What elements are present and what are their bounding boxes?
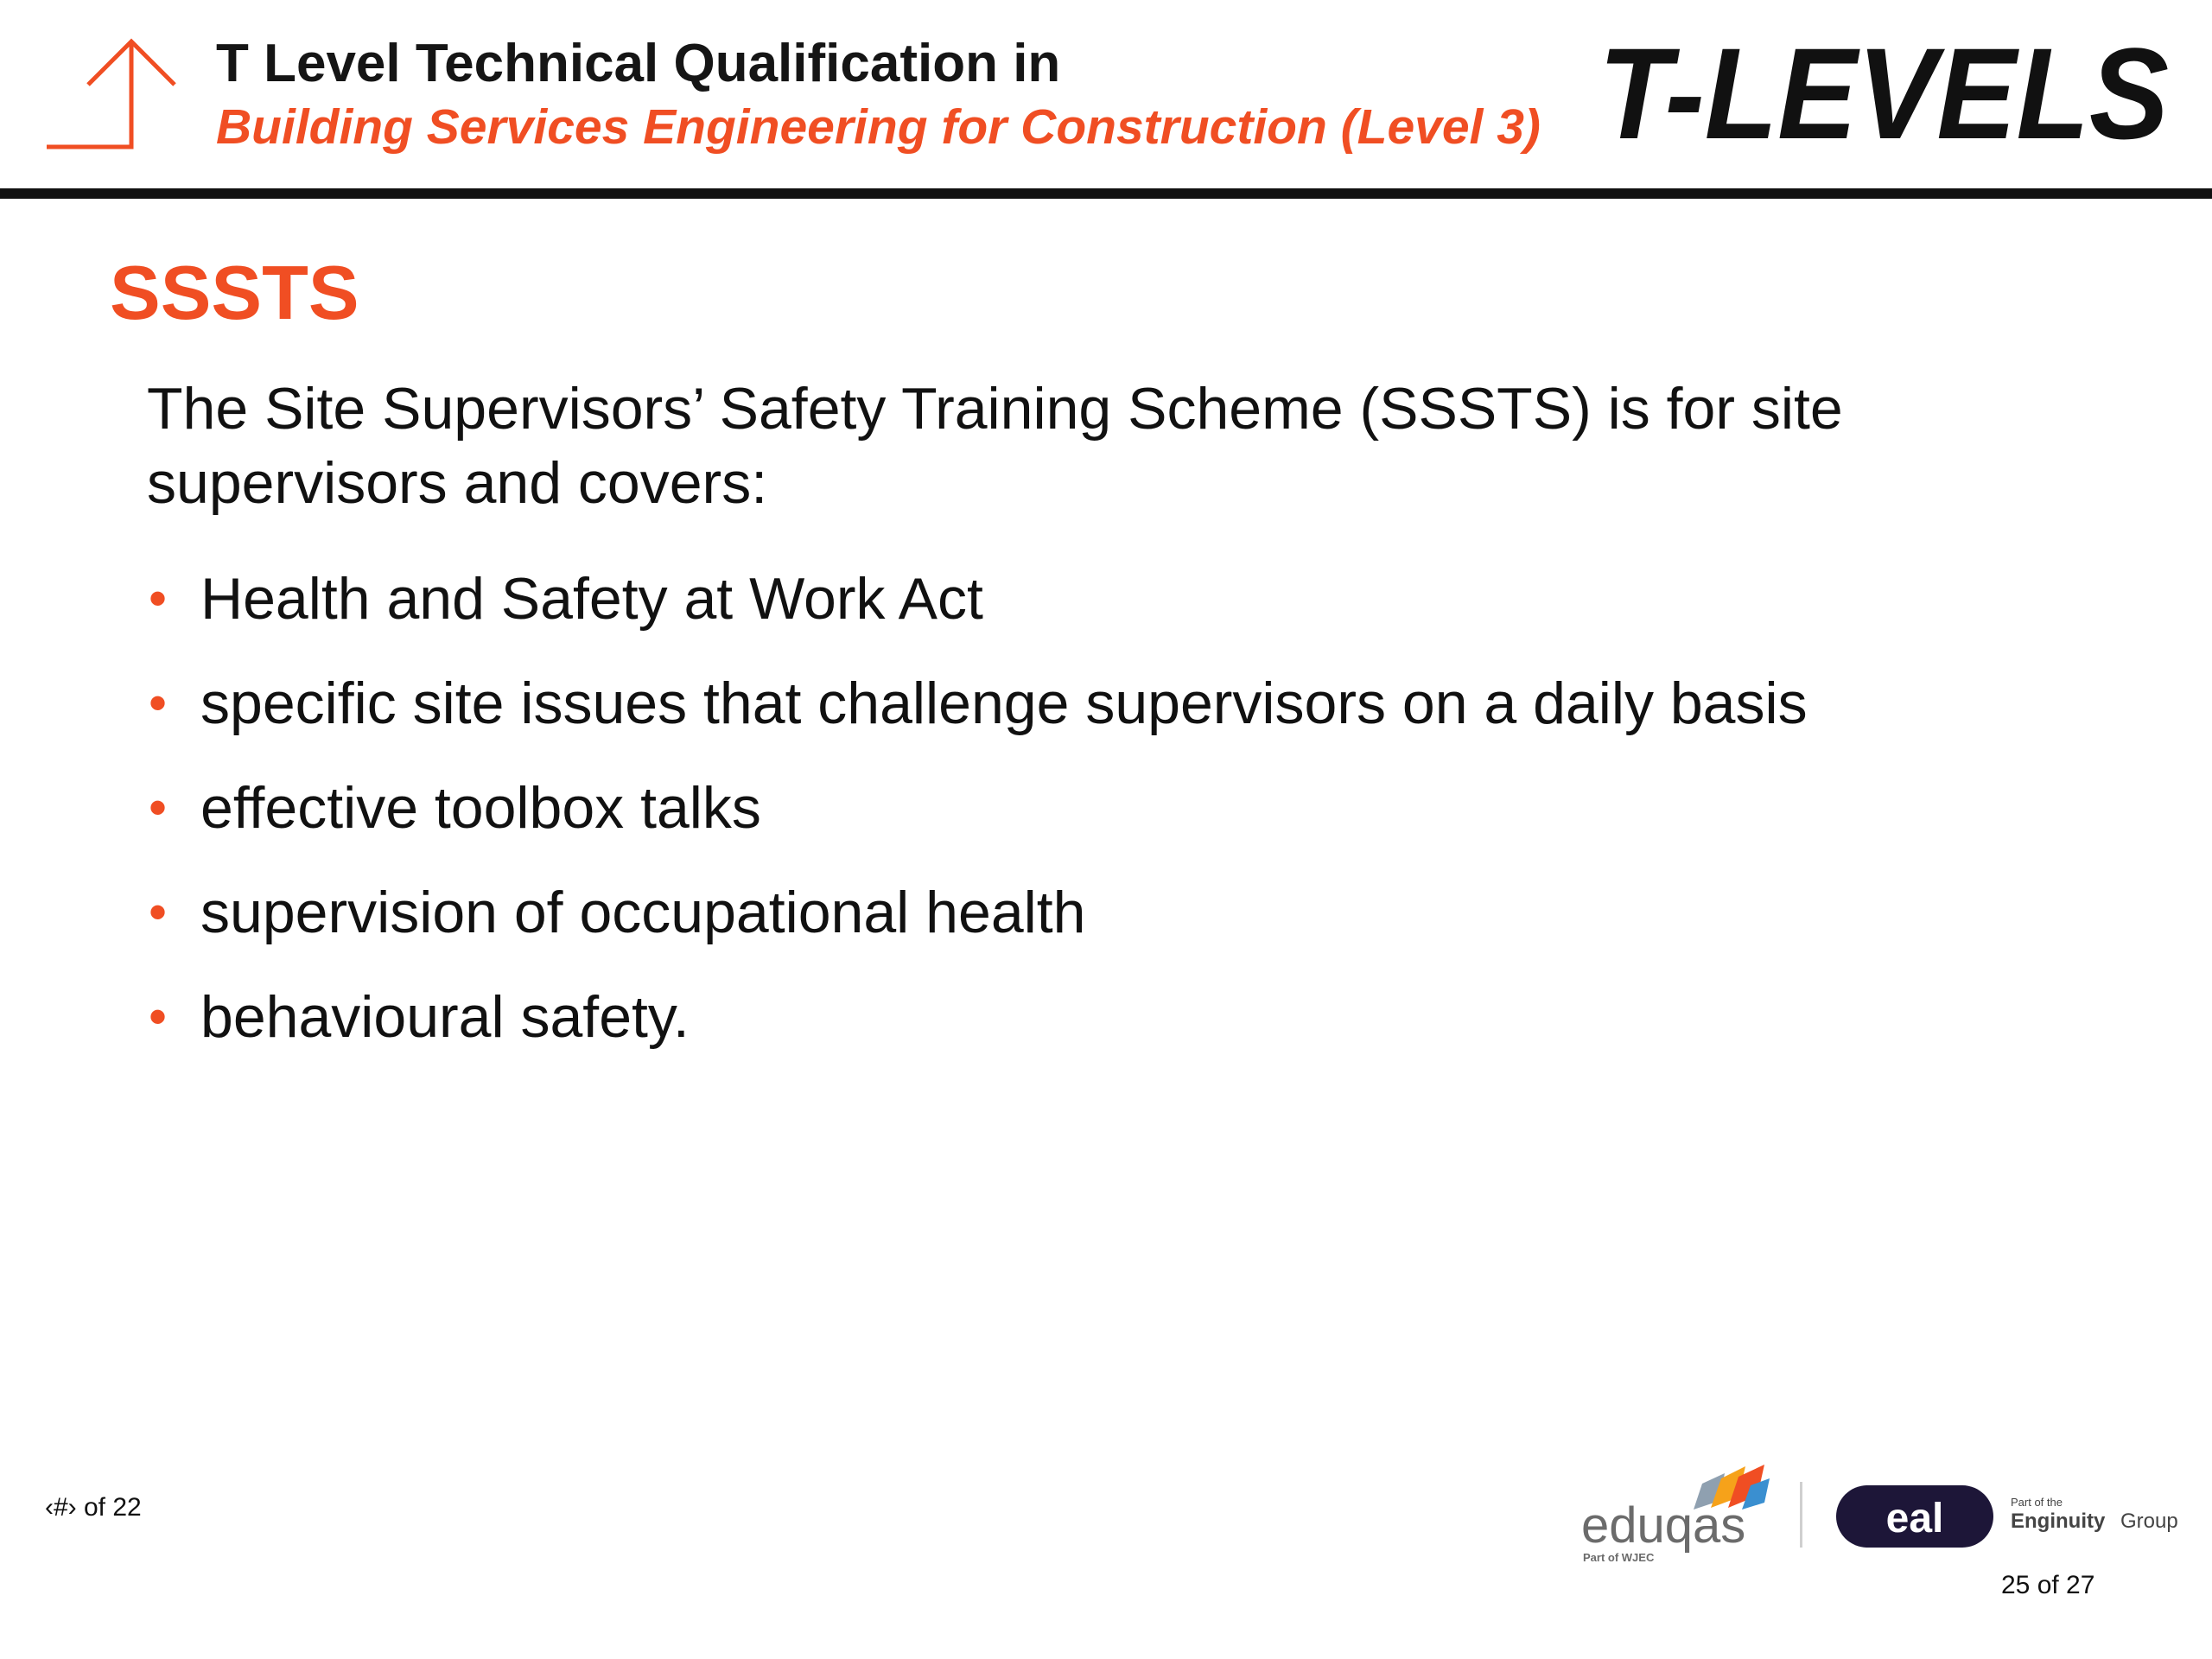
arrow-up-logo-icon: [41, 35, 180, 156]
header-divider: [0, 188, 2212, 199]
enginuity-group-text: Group: [2120, 1510, 2178, 1533]
eal-tagline-small: Part of the: [2011, 1496, 2063, 1509]
t-levels-logo-text: T-LEVELS: [1599, 36, 2169, 153]
bullet-dot-icon: •: [149, 569, 168, 627]
eduqas-wordmark: eduqas: [1581, 1497, 1746, 1554]
eduqas-tagline: Part of WJEC: [1583, 1551, 1655, 1564]
bullet-dot-icon: •: [149, 988, 168, 1046]
slide-header: [0, 0, 2212, 199]
bullet-text: Health and Safety at Work Act: [200, 566, 983, 632]
bullet-text: effective toolbox talks: [200, 775, 761, 841]
bullet-item: [147, 875, 2134, 980]
bullet-dot-icon: •: [149, 779, 168, 836]
bullet-dot-icon: •: [149, 883, 168, 941]
bullet-item: [147, 666, 2134, 771]
bullet-item: [147, 562, 2134, 666]
page-number: 25 of 27: [2001, 1571, 2095, 1599]
slide-title: SSSTS: [110, 250, 359, 335]
eduqas-logo: [1573, 1456, 1780, 1564]
t-levels-logo: [1599, 36, 2177, 153]
bullet-text: behavioural safety.: [200, 984, 690, 1050]
slide-counter: ‹#› of 22: [45, 1493, 142, 1522]
enginuity-wordmark: Enginuity: [2011, 1510, 2106, 1533]
intro-paragraph: The Site Supervisors’ Safety Training Scheme (SSSTS) is for site supervisors and covers:: [147, 376, 1843, 516]
bullet-list: [147, 562, 2134, 1084]
header-subtitle: Building Services Engineering for Construction (Level 3): [216, 99, 1541, 155]
bullet-item: [147, 980, 2134, 1084]
bullet-item: [147, 771, 2134, 875]
bullet-dot-icon: •: [149, 674, 168, 732]
eal-wordmark: eal: [1885, 1496, 1944, 1541]
bullet-text: specific site issues that challenge supervisors on a daily basis: [200, 671, 1808, 736]
logo-divider: [1800, 1482, 1802, 1548]
eal-logo: [1836, 1482, 2182, 1551]
header-title: T Level Technical Qualification in: [216, 34, 1061, 93]
bullet-text: supervision of occupational health: [200, 880, 1086, 945]
